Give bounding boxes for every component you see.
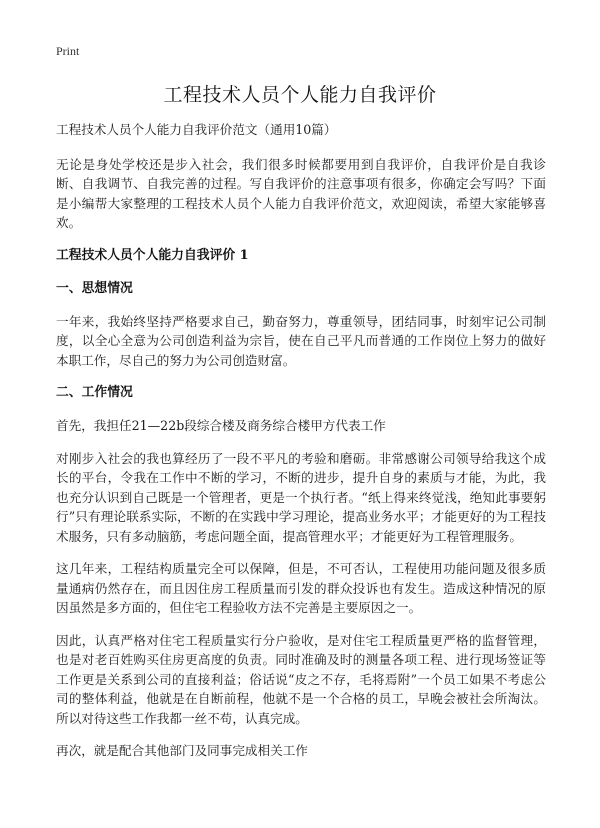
section-title: 工程技术人员个人能力自我评价 1 xyxy=(56,247,249,263)
heading-work: 二、工作情况 xyxy=(56,385,133,400)
document-body xyxy=(56,120,546,774)
intro-paragraph: 无论是身处学校还是步入社会，我们很多时候都要用到自我评价，自我评价是自我诊断、自我调节、自我完善的过程。写自我评价的注意事项有很多，你确定会写吗？下面是小编帮大家整理的工程技术人员个人能力自我评价范文，欢迎阅读，希望大家能够喜欢。 xyxy=(56,156,546,230)
page-title: 工程技术人员个人能力自我评价 xyxy=(163,84,437,106)
paragraph-quality: 这几年来，工程结构质量完全可以保障，但是，不可否认，工程使用功能问题及很多质量通病仍然存在，而且因住房工程质量而引发的群众投诉也有发生。造成这种情况的原因虽然是多方面的，但住宅工程验收方法不完善是主要原因之一。 xyxy=(56,561,546,615)
print-link[interactable]: Print xyxy=(56,44,80,58)
paragraph-first: 首先，我担任21—22b段综合楼及商务综合楼甲方代表工作 xyxy=(56,418,386,433)
paragraph-experience: 对刚步入社会的我也算经历了一段不平凡的考验和磨砺。非常感谢公司领导给我这个成长的平台，令我在工作中不断的学习，不断的进步，提升自身的素质与才能，为此，我也充分认识到自己既是一个管理者，更是一个执行者。“纸上得来终觉浅，绝知此事要躬行”只有理论联系实际，不断的在实践中学习理论，提高业务水平；才能更好的为工程技术服务，只有多动脑筋，考虑问题全面，提高管理水平；才能更好为工程管理服务。 xyxy=(56,450,546,544)
document-subtitle: 工程技术人员个人能力自我评价范文（通用10篇） xyxy=(56,122,337,137)
paragraph-again: 再次，就是配合其他部门及同事完成相关工作 xyxy=(56,743,308,758)
paragraph-thought: 一年来，我始终坚持严格要求自己，勤奋努力，尊重领导，团结同事，时刻牢记公司制度，以全心全意为公司创造利益为宗旨，使在自己平凡而普通的工作岗位上努力的做好本职工作，尽自己的努力为公司创造财富。 xyxy=(56,313,546,368)
heading-thought: 一、思想情况 xyxy=(56,280,133,296)
paragraph-inspection: 因此，认真严格对住宅工程质量实行分户验收，是对住宅工程质量更严格的监督管理，也是对老百姓购买住房更高度的负责。同时准确及时的测量各项工程、进行现场签证等工作更是关系到公司的直接利益；俗话说“皮之不存，毛将焉附”一个员工如果不考虑公司的整体利益，他就是在自断前程，他就不是一个合格的员工，早晚会被社会所淘汰。所以对待这些工作我都一丝不苟，认真完成。 xyxy=(56,632,546,726)
